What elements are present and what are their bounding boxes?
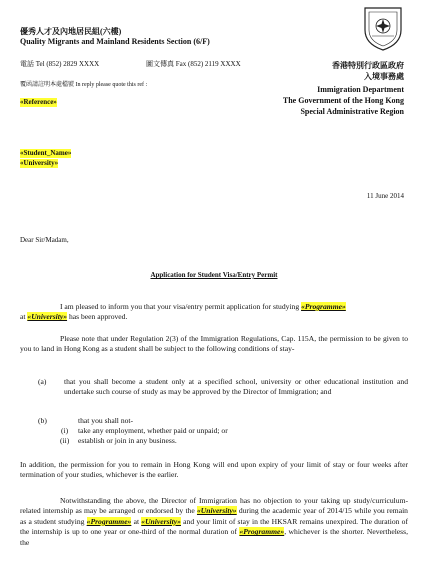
university-inline-field-3: «University» [141, 516, 181, 526]
condition-b-i-label: (i) [61, 426, 69, 435]
condition-a-label: (a) [38, 377, 47, 386]
condition-a: that you shall become a student only at a specified school, university or other educational institution and undertake such course of study as may be approved by the Director of Immigration; and [64, 377, 408, 397]
condition-b-label: (b) [38, 416, 47, 425]
dept-en-line2: The Government of the Hong Kong [282, 96, 404, 105]
section-en: Quality Migrants and Mainland Residents Section (6/F) [20, 37, 210, 46]
condition-b-i: take any employment, whether paid or unpaid; or [78, 426, 228, 435]
hksar-emblem-icon [361, 4, 405, 52]
condition-b-ii: establish or join in any business. [78, 436, 177, 445]
student-name-field: «Student_Name» [20, 149, 72, 157]
p1-text-a: I am pleased to inform you that your visa/entry permit application for studying [60, 302, 300, 311]
paragraph-4 [20, 496, 408, 548]
paragraph-3: In addition, the permission for you to remain in Hong Kong will end upon expiry of your limit of stay or four weeks after termination of your studies, whichever is the earlier. [20, 460, 408, 480]
p4-text-e: , whichever is the shorter. Nevertheless, the [20, 527, 408, 547]
university-inline-field: «University» [27, 312, 68, 322]
condition-b-ii-label: (ii) [60, 436, 70, 445]
letter-date: 11 June 2014 [366, 192, 404, 200]
paragraph-2: Please note that under Regulation 2(3) of the Immigration Regulations, Cap. 115A, the permission to be given to you to land in Hong Kong as a student shall be subject to the following conditions of stay- [20, 334, 408, 354]
dept-en-line1: Immigration Department [317, 85, 404, 94]
condition-b: that you shall not- [78, 416, 134, 425]
dept-zh-line1: 香港特別行政區政府 [332, 61, 404, 70]
subject-line: Application for Student Visa/Entry Permit [150, 271, 278, 279]
fax-number: 圖文傳真 Fax (852) 2119 XXXX [146, 60, 241, 68]
p4-text-b: during the academic year of 2014/15 while you remain as a student studying [20, 506, 408, 526]
university-inline-field-2: «University» [196, 506, 237, 516]
p4-text-a: Notwithstanding the above, the Director of Immigration has no objection to your taking up study/curriculum-related internship as may be arranged or endorsed by the [20, 496, 408, 516]
p1-text-b: at [20, 312, 26, 322]
programme-field-2: «Programme» [86, 516, 132, 526]
salutation: Dear Sir/Madam, [20, 236, 69, 244]
programme-field: «Programme» [301, 302, 346, 311]
reference-field: «Reference» [20, 98, 57, 106]
p4-text-c: at [133, 516, 140, 526]
tel-number: 電話 Tel (852) 2829 XXXX [20, 60, 100, 68]
section-zh: 優秀人才及內地居民組(六樓) [20, 27, 122, 36]
paragraph-1 [20, 302, 408, 323]
programme-field-3: «Programme» [239, 527, 285, 537]
dept-zh-line2: 入境事務處 [364, 72, 404, 81]
dept-en-line3: Special Administrative Region [300, 107, 404, 116]
p4-text-d: and your limit of stay in the HKSAR remains unexpired. The duration of the internship is up to one year or one-third of the normal duration of [20, 516, 408, 537]
p1-text-c: has been approved. [68, 312, 128, 322]
ref-label: 覆函請註明本處檔號 In reply please quote this ref : [20, 82, 148, 88]
university-field: «University» [20, 159, 59, 167]
